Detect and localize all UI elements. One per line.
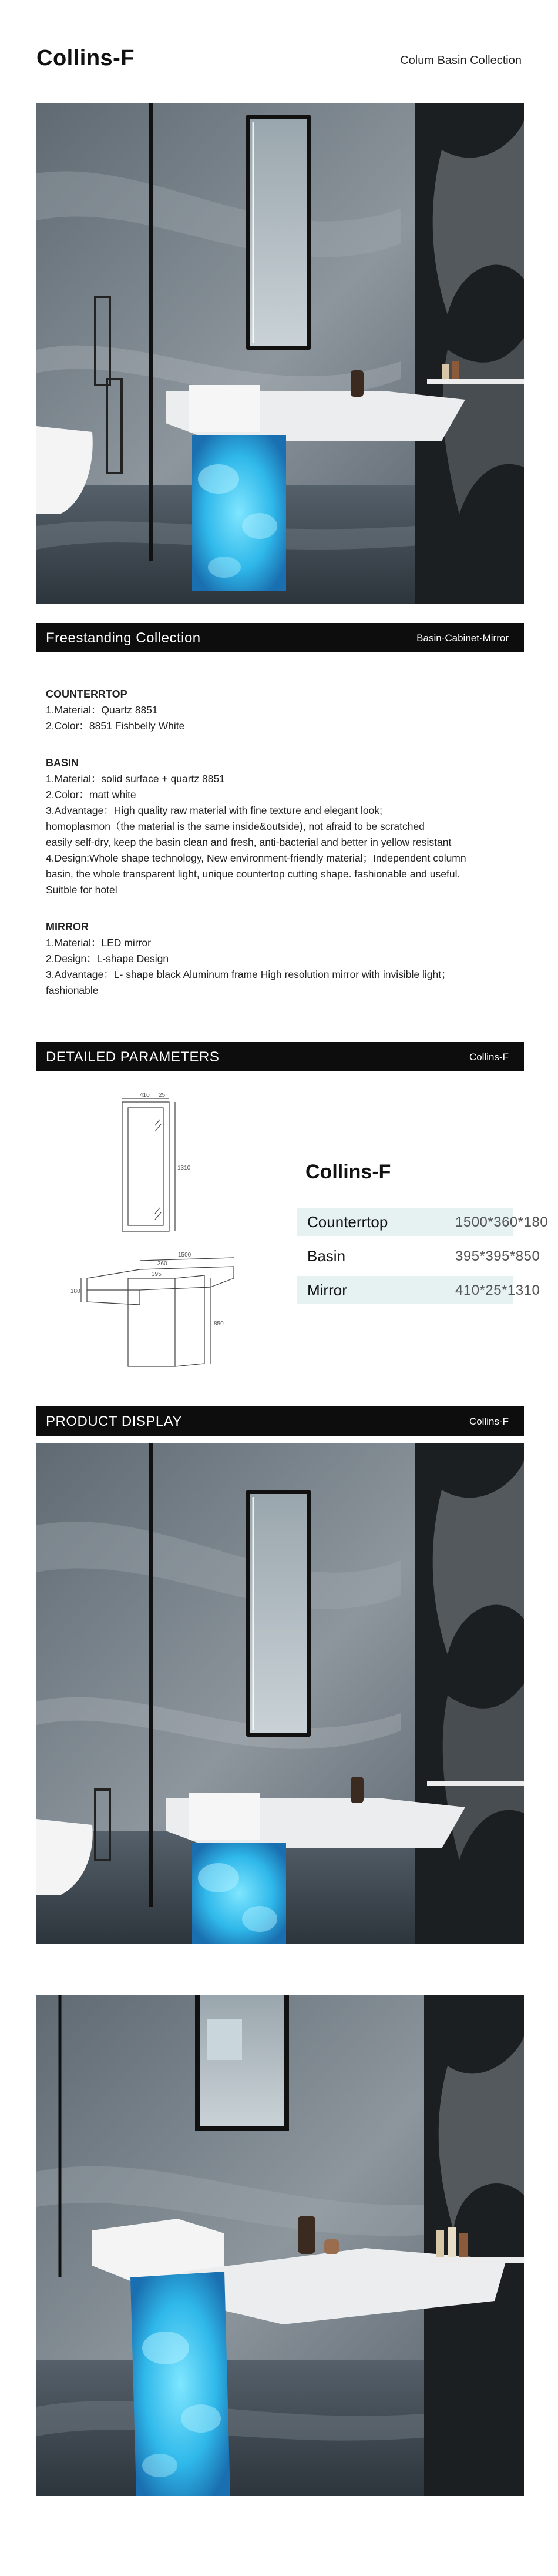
technical-drawing <box>69 1090 246 1384</box>
dim-label: 1500 <box>178 1252 191 1258</box>
spec-line: 1.Material：solid surface + quartz 8851 <box>46 773 225 785</box>
param-value: 395*395*850 <box>455 1248 540 1264</box>
param-value: 1500*360*180 <box>455 1214 549 1230</box>
spec-line: 3.Advantage：High quality raw material with fine texture and elegant look; <box>46 805 382 816</box>
dim-label: 1310 <box>177 1165 191 1171</box>
param-row-mirror <box>297 1276 540 1304</box>
dimension-drawing-svg <box>69 1090 246 1384</box>
section-bar-parameters <box>36 1042 524 1071</box>
spec-line: 2.Color：matt white <box>46 789 136 800</box>
section-bar-product-display <box>36 1406 524 1436</box>
page-title: Collins-F <box>36 46 135 71</box>
param-row-counterrtop <box>297 1208 549 1236</box>
section-bar-label: PRODUCT DISPLAY <box>46 1413 182 1429</box>
section-bar-tag: Basin·Cabinet·Mirror <box>416 632 509 644</box>
parameters-model: Collins-F <box>305 1161 391 1183</box>
spec-line: 1.Material：LED mirror <box>46 937 151 949</box>
section-bar-freestanding <box>36 623 524 652</box>
spec-line: 2.Design：L-shape Design <box>46 953 169 964</box>
spec-line: 1.Material：Quartz 8851 <box>46 704 158 716</box>
spec-line: easily self-dry, keep the basin clean and fresh, anti-bacterial and better in yellow resistant <box>46 836 452 848</box>
dim-label: 410 <box>140 1092 150 1098</box>
product-photo-front <box>36 1443 524 1944</box>
dim-label: 25 <box>159 1092 166 1098</box>
product-photo-angle <box>36 1995 524 2496</box>
param-label: Counterrtop <box>307 1213 388 1231</box>
spec-line: 3.Advantage：L- shape black Aluminum frame High resolution mirror with invisible light； <box>46 969 452 980</box>
spec-line: fashionable <box>46 984 99 996</box>
section-bar-tag: Collins-F <box>469 1051 509 1063</box>
spec-line: 2.Color：8851 Fishbelly White <box>46 720 185 732</box>
page-subtitle: Colum Basin Collection <box>400 54 522 67</box>
spec-line: basin, the whole transparent light, unique countertop cutting shape. fashionable and useful. <box>46 868 460 880</box>
spec-list <box>46 686 516 999</box>
section-bar-label: DETAILED PARAMETERS <box>46 1049 220 1065</box>
dim-label: 360 <box>157 1261 167 1267</box>
bathroom-scene-image <box>36 1995 524 2496</box>
bathroom-scene-image <box>36 1443 524 1944</box>
param-label: Mirror <box>307 1281 347 1299</box>
spec-heading-basin: BASIN <box>46 757 79 769</box>
spec-line: 4.Design:Whole shape technology, New environment-friendly material；Independent column <box>46 852 466 864</box>
spec-heading-counterrtop: COUNTERRTOP <box>46 688 127 700</box>
spec-line: homoplasmon（the material is the same inside&outside), not afraid to be scratched <box>46 820 425 832</box>
hero-photo <box>36 103 524 604</box>
spec-heading-mirror: MIRROR <box>46 921 89 933</box>
section-bar-label: Freestanding Collection <box>46 630 201 646</box>
section-bar-tag: Collins-F <box>469 1416 509 1427</box>
dim-label: 180 <box>70 1288 80 1295</box>
dim-label: 850 <box>214 1321 224 1327</box>
param-value: 410*25*1310 <box>455 1282 540 1298</box>
param-label: Basin <box>307 1247 346 1265</box>
spec-line: Suitble for hotel <box>46 884 117 896</box>
bathroom-scene-image <box>36 103 524 604</box>
param-row-basin <box>297 1242 540 1270</box>
dim-label: 395 <box>152 1271 162 1278</box>
